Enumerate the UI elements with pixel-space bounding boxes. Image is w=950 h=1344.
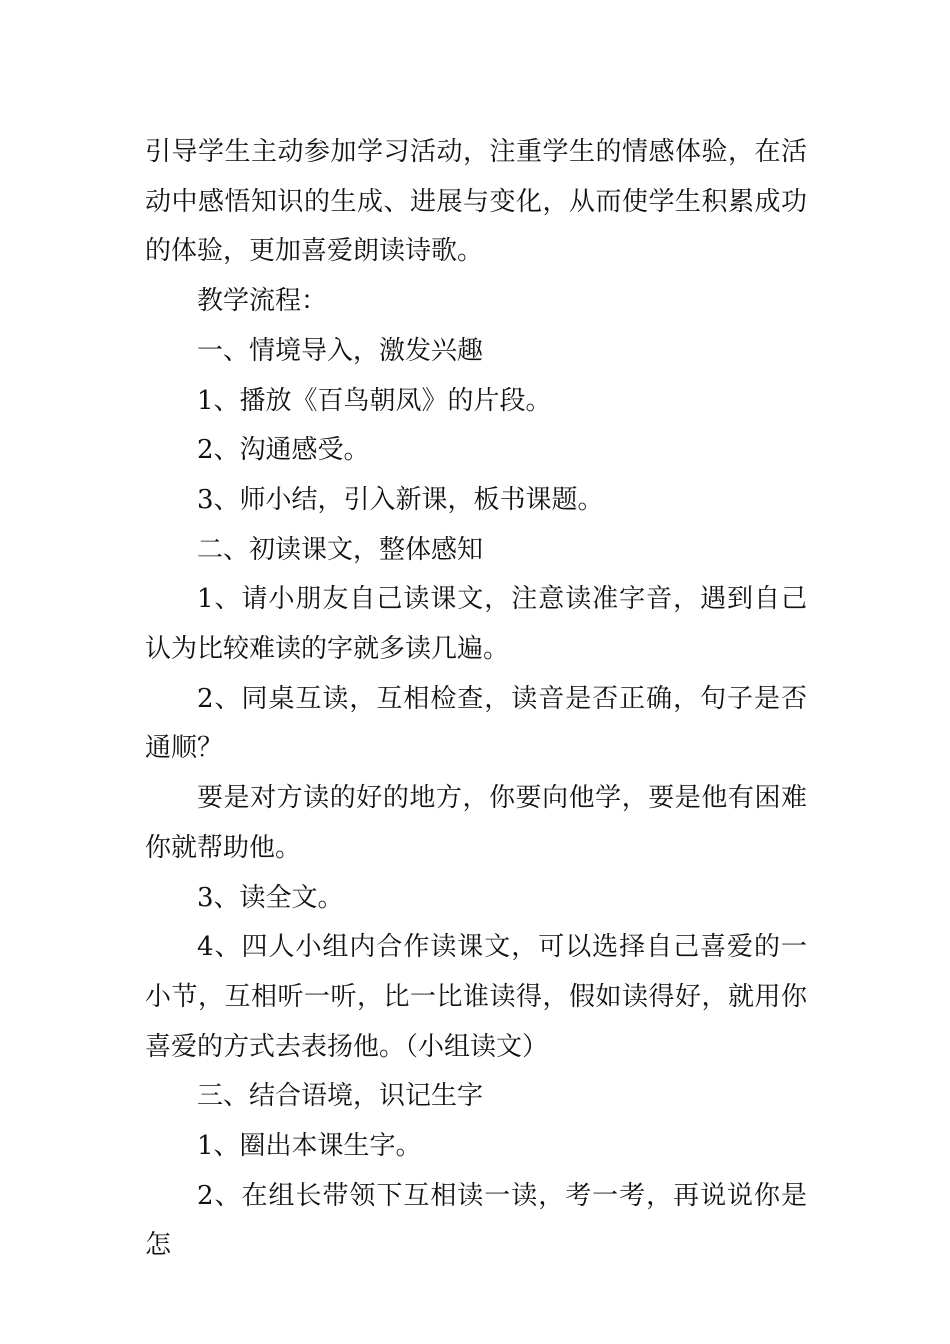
list-item: 3、师小结，引入新课，板书课题。 (197, 484, 604, 515)
section-heading-2: 二、初读课文，整体感知 (197, 534, 484, 565)
paragraph-intro: 引导学生主动参加学习活动，注重学生的情感体验，在活动中感悟知识的生成、进展与变化，从而使学生积累成功的体验，更加喜爱朗读诗歌。 (145, 137, 807, 267)
paragraph-note: 要是对方读的好的地方，你要向他学，要是他有困难你就帮助他。 (145, 783, 807, 863)
list-item: 1、请小朋友自己读课文，注意读准字音，遇到自己认为比较难读的字就多读几遍。 (145, 584, 807, 665)
list-item: 2、沟通感受。 (197, 435, 370, 466)
section-heading-1: 一、情境导入，激发兴趣 (197, 335, 484, 366)
list-item: 2、同桌互读，互相检查，读音是否正确，句子是否通顺？ (145, 683, 807, 764)
list-item: 4、四人小组内合作读课文，可以选择自己喜爱的一小节，互相听一听，比一比谁读得，假如读得好，就用你喜爱的方式去表扬他。（小组读文） (145, 932, 807, 1062)
list-item: 1、圈出本课生字。 (197, 1131, 422, 1162)
document-body (145, 128, 807, 1271)
list-item: 1、播放《百鸟朝凤》的片段。 (197, 385, 552, 416)
section-heading-3: 三、结合语境，识记生字 (197, 1081, 484, 1112)
list-item: 3、读全文。 (197, 882, 344, 913)
paragraph-teaching-process-heading: 教学流程： (197, 286, 328, 317)
list-item: 2、在组长带领下互相读一读，考一考，再说说你是怎 (145, 1180, 807, 1261)
